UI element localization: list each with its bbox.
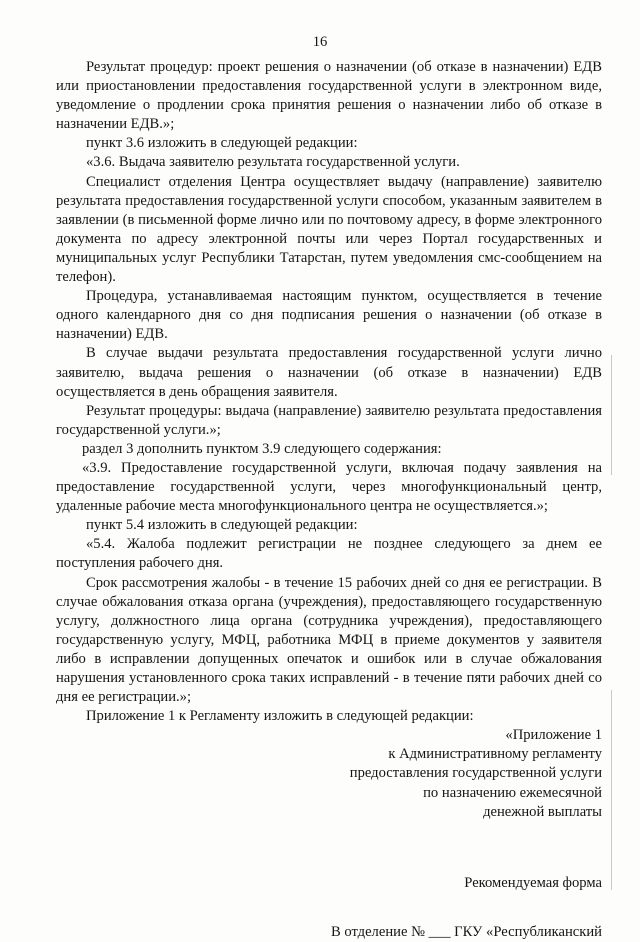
paragraph-procedure-result: Результат процедур: проект решения о назначении (об отказе в назначении) ЕДВ или приостановлении предоставления государственной услуги в электронном виде, уведомление о продлении срока принятия решения о назначении либо об отказе в назначении ЕДВ.»; bbox=[56, 59, 602, 133]
paragraph-3-6-title: «3.6. Выдача заявителю результата государственной услуги. bbox=[86, 154, 460, 171]
paragraph-amend-5-4: пункт 5.4 изложить в следующей редакции: bbox=[86, 517, 358, 534]
paragraph-5-4: «5.4. Жалоба подлежит регистрации не позднее следующего за днем ее поступления рабочего дня. bbox=[56, 536, 602, 572]
appendix-header-line: денежной выплаты bbox=[483, 803, 602, 820]
appendix-header-line: по назначению ежемесячной bbox=[423, 784, 602, 801]
spacer bbox=[56, 893, 602, 923]
paragraph-personal-delivery: В случае выдачи результата предоставления государственной услуги лично заявителю, выдача решения о назначении (об отказе в назначении) ЕДВ осуществляется в день обращения заявителя. bbox=[56, 345, 602, 400]
paragraph-3-9: «3.9. Предоставление государственной услуги, включая подачу заявления на предоставление государственной услуги, через многофункциональный центр, удаленные рабочие места многофункционального центра не осуществляется.»; bbox=[56, 459, 602, 515]
paragraph-procedure-term: Процедура, устанавливаемая настоящим пунктом, осуществляется в течение одного календарного дня со дня подписания решения о назначении (об отказе в назначении) ЕДВ. bbox=[56, 288, 602, 343]
appendix-header-line: предоставления государственной услуги bbox=[349, 765, 602, 782]
paragraph-specialist: Специалист отделения Центра осуществляет выдачу (направление) заявителю результата предоставления государственной услуги способом, указанным заявителем в заявлении (в письменной форме лично или по почтовому адресу, в форме электронного документа по адресу электронной почты или через Портал государственных и муниципальных услуг Республики Татарстан, путем уведомления смс-сообщением на телефон). bbox=[56, 173, 602, 286]
appendix-header-line: к Административному регламенту bbox=[388, 746, 602, 763]
appendix-header bbox=[56, 726, 602, 821]
paragraph-appendix-amend: Приложение 1 к Регламенту изложить в следующей редакции: bbox=[86, 708, 474, 725]
paragraph-complaint-term: Срок рассмотрения жалобы - в течение 15 рабочих дней со дня ее регистрации. В случае обжалования отказа органа (учреждения), предоставляющего государственную услугу, должностного лица органа (сотрудника учреждения), предоставляющего государственную услугу, МФЦ, работника МФЦ в приеме документов у заявителя либо в исправлении допущенных опечаток и ошибок или в случае обжалования нарушения установленного срока таких исправлений - в течение пяти рабочих дней со дня ее регистрации.»; bbox=[56, 574, 602, 706]
form-label: Рекомендуемая форма bbox=[464, 874, 602, 891]
scan-edge-mark bbox=[611, 355, 612, 475]
page-number: 16 bbox=[312, 34, 328, 50]
spacer bbox=[56, 822, 602, 874]
scan-edge-mark bbox=[611, 690, 612, 890]
document-body bbox=[56, 58, 602, 942]
paragraph-amend-3-6: пункт 3.6 изложить в следующей редакции: bbox=[86, 135, 358, 152]
addressee-line: В отделение № ___ ГКУ «Республиканский bbox=[330, 923, 602, 940]
paragraph-add-3-9: раздел 3 дополнить пунктом 3.9 следующего содержания: bbox=[82, 440, 442, 457]
paragraph-procedure-outcome: Результат процедуры: выдача (направление) заявителю результата предоставления государственной услуги.»; bbox=[56, 402, 602, 438]
appendix-header-line: «Приложение 1 bbox=[505, 727, 602, 744]
